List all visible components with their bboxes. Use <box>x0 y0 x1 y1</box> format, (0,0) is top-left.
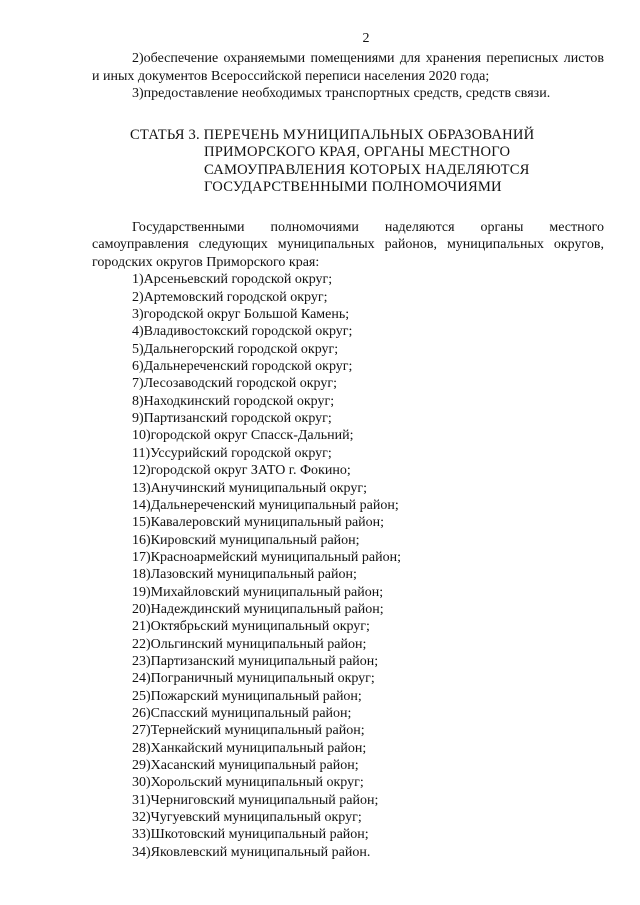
article-intro: Государственными полномочиями наделяются органы местного самоуправления следующих муниципальных районов, муниципальных округов, городских округов Приморского края: <box>92 219 604 270</box>
list-item: 23)Партизанский муниципальный район; <box>132 653 379 669</box>
list-item: 29)Хасанский муниципальный район; <box>132 758 359 773</box>
list-item: 1)Арсеньевский городской округ; <box>132 272 333 288</box>
list-item: 7)Лесозаводский городской округ; <box>132 376 337 392</box>
article-title-line: САМОУПРАВЛЕНИЯ КОТОРЫХ НАДЕЛЯЮТСЯ <box>204 161 530 178</box>
list-item: 6)Дальнереченский городской округ; <box>132 359 353 375</box>
page-number: 2 <box>362 31 370 46</box>
list-item: 26)Спасский муниципальный район; <box>132 705 352 721</box>
list-item: 33)Шкотовский муниципальный район; <box>132 827 369 843</box>
list-item: 12)городской округ ЗАТО г. Фокино; <box>132 463 351 479</box>
list-item: 3)городской округ Большой Камень; <box>132 307 350 323</box>
article-title <box>92 127 604 197</box>
list-item: 24)Пограничный муниципальный округ; <box>132 671 375 687</box>
list-item: 17)Красноармейский муниципальный район; <box>132 549 401 565</box>
municipality-list <box>92 271 604 861</box>
list-item: 15)Кавалеровский муниципальный район; <box>132 515 385 531</box>
list-item: 25)Пожарский муниципальный район; <box>132 688 362 704</box>
list-item: 4)Владивостокский городской округ; <box>132 324 353 340</box>
list-item: 31)Черниговский муниципальный район; <box>132 792 379 808</box>
list-item: 14)Дальнереченский муниципальный район; <box>132 497 399 513</box>
article-title-line: СТАТЬЯ 3. ПЕРЕЧЕНЬ МУНИЦИПАЛЬНЫХ ОБРАЗОВАНИЙ <box>130 126 535 143</box>
list-item: 18)Лазовский муниципальный район; <box>132 567 357 583</box>
top-item-3: 3)предоставление необходимых транспортных средств, средств связи. <box>132 86 551 101</box>
list-item: 28)Ханкайский муниципальный район; <box>132 740 367 756</box>
list-item: 8)Находкинский городской округ; <box>132 393 335 409</box>
list-item: 11)Уссурийский городской округ; <box>132 445 332 461</box>
list-item: 30)Хорольский муниципальный округ; <box>132 775 364 791</box>
list-item: 13)Анучинский муниципальный округ; <box>132 480 367 496</box>
top-item-2: 2)обеспечение охраняемыми помещениями для хранения переписных листов и иных документов Всероссийской переписи населения 2020 года; <box>92 51 604 84</box>
list-item: 2)Артемовский городской округ; <box>132 289 328 305</box>
list-item: 20)Надеждинский муниципальный район; <box>132 601 384 617</box>
list-item: 21)Октябрьский муниципальный округ; <box>132 619 370 635</box>
list-item: 19)Михайловский муниципальный район; <box>132 584 384 600</box>
list-item: 16)Кировский муниципальный район; <box>132 532 360 548</box>
article-title-line: ГОСУДАРСТВЕННЫМИ ПОЛНОМОЧИЯМИ <box>204 179 502 196</box>
article-title-line: ПРИМОРСКОГО КРАЯ, ОРГАНЫ МЕСТНОГО <box>204 144 511 161</box>
list-item: 27)Тернейский муниципальный район; <box>132 723 365 739</box>
list-item: 9)Партизанский городской округ; <box>132 411 332 427</box>
list-item: 34)Яковлевский муниципальный район. <box>132 844 371 860</box>
list-item: 10)городской округ Спасск-Дальний; <box>132 428 354 444</box>
list-item: 22)Ольгинский муниципальный район; <box>132 636 367 652</box>
list-item: 5)Дальнегорский городской округ; <box>132 341 339 357</box>
list-item: 32)Чугуевский муниципальный округ; <box>132 810 362 826</box>
